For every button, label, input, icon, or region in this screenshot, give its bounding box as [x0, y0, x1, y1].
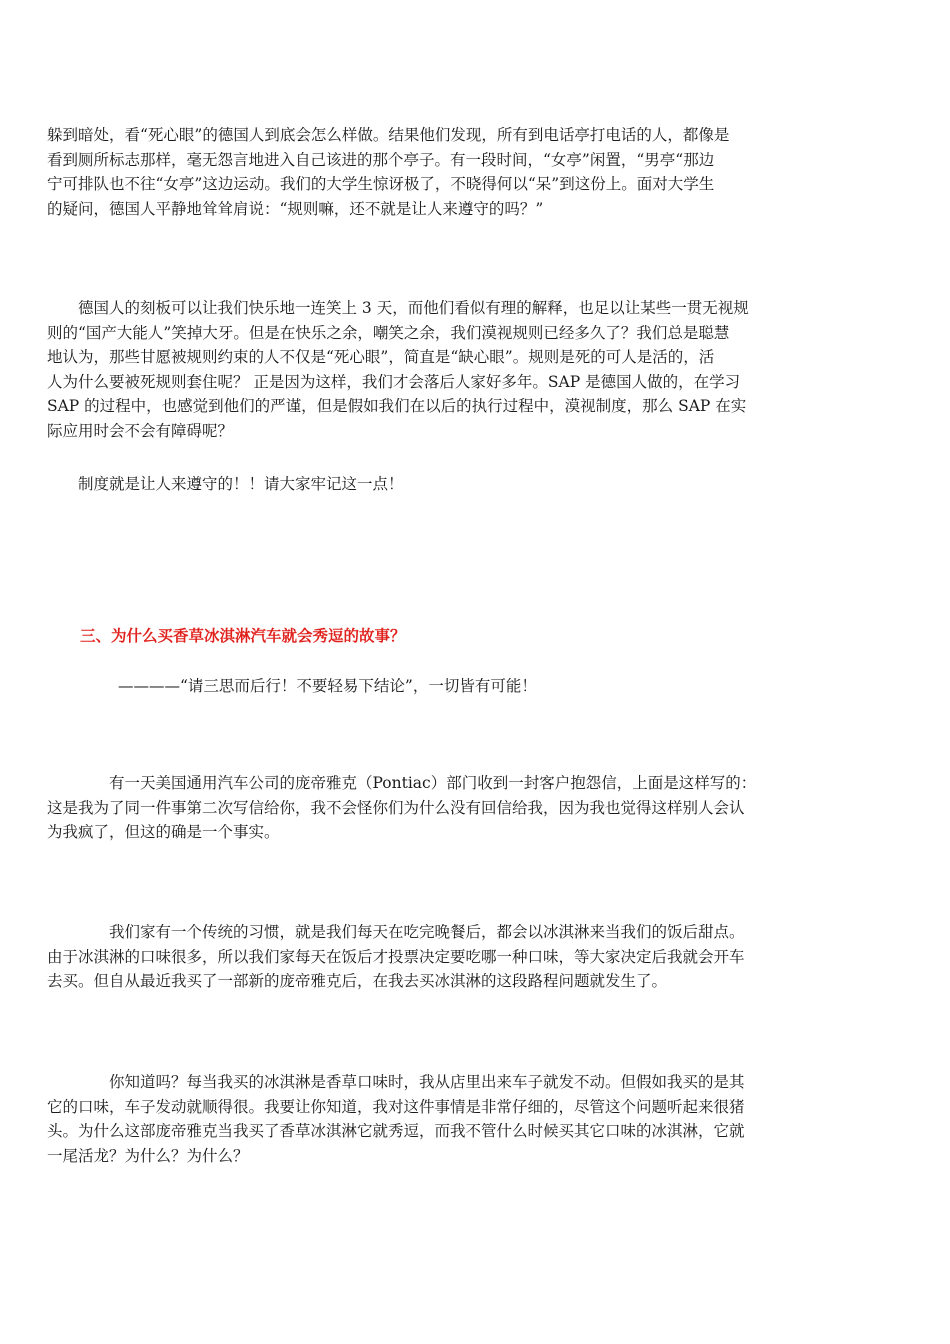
paragraph-5 [47, 920, 819, 994]
text-line: 际应用时会不会有障碍呢？ [47, 421, 234, 440]
paragraph-3 [47, 472, 819, 497]
text-line: 有一天美国通用汽车公司的庞帝雅克（Pontiac）部门收到一封客户抱怨信，上面是这样写的： [47, 774, 757, 792]
text-line: 头。为什么这部庞帝雅克当我买了香草冰淇淋它就秀逗，而我不管什么时候买其它口味的冰淇淋，它就 [47, 1122, 745, 1141]
section-subheading: ————“请三思而后行！不要轻易下结论”，一切皆有可能！ [118, 677, 537, 695]
text-line: 的疑问，德国人平静地耸耸肩说：“规则嘛，还不就是让人来遵守的吗？” [47, 199, 544, 218]
text-line: 为我疯了，但这的确是一个事实。 [47, 823, 280, 842]
text-line: 看到厕所标志那样，毫无怨言地进入自己该进的那个亭子。有一段时间，“女亭”闲置，“男亭“那边 [47, 150, 715, 169]
text-line: 制度就是让人来遵守的！！请大家牢记这一点！ [47, 475, 404, 493]
text-line: 则的“国产大能人”笑掉大牙。但是在快乐之余，嘲笑之余，我们漠视规则已经多久了？我们总是聪慧 [47, 323, 730, 342]
paragraph-6 [47, 1070, 819, 1168]
text-line: 这是我为了同一件事第二次写信给你，我不会怪你们为什么没有回信给我，因为我也觉得这样别人会认 [47, 798, 745, 817]
text-line: 人为什么要被死规则套住呢？ 正是因为这样，我们才会落后人家好多年。SAP 是德国人做的，在学习 [47, 372, 741, 391]
text-line: 德国人的刻板可以让我们快乐地一连笑上 3 天，而他们看似有理的解释，也足以让某些一贯无视规 [47, 299, 749, 317]
text-line: 一尾活龙？为什么？为什么？ [47, 1146, 249, 1165]
text-line: 由于冰淇淋的口味很多，所以我们家每天在饭后才投票决定要吃哪一种口味，等大家决定后我就会开车 [47, 947, 745, 966]
text-line: 我们家有一个传统的习惯，就是我们每天在吃完晚餐后，都会以冰淇淋来当我们的饭后甜点。 [47, 923, 745, 941]
section-heading: 三、为什么买香草冰淇淋汽车就会秀逗的故事？ [80, 626, 406, 645]
text-line: 你知道吗？每当我买的冰淇淋是香草口味时，我从店里出来车子就发不动。但假如我买的是其 [47, 1073, 745, 1091]
text-line: 去买。但自从最近我买了一部新的庞帝雅克后，在我去买冰淇淋的这段路程问题就发生了。 [47, 972, 668, 991]
paragraph-4 [47, 771, 819, 845]
text-line: SAP 的过程中，也感觉到他们的严谨，但是假如我们在以后的执行过程中，漠视制度，那么 SAP 在实 [47, 397, 747, 416]
paragraph-2 [47, 296, 819, 444]
text-line: 宁可排队也不往“女亭”这边运动。我们的大学生惊讶极了，不晓得何以“呆”到这份上。面对大学生 [47, 175, 715, 194]
text-line: 地认为，那些甘愿被规则约束的人不仅是“死心眼”，简直是“缺心眼”。规则是死的可人是活的，活 [47, 348, 715, 367]
text-line: 躲到暗处，看“死心眼”的德国人到底会怎么样做。结果他们发现，所有到电话亭打电话的人，都像是 [47, 126, 730, 144]
paragraph-1 [47, 123, 819, 221]
text-line: 它的口味，车子发动就顺得很。我要让你知道，我对这件事情是非常仔细的，尽管这个问题听起来很猪 [47, 1097, 745, 1116]
